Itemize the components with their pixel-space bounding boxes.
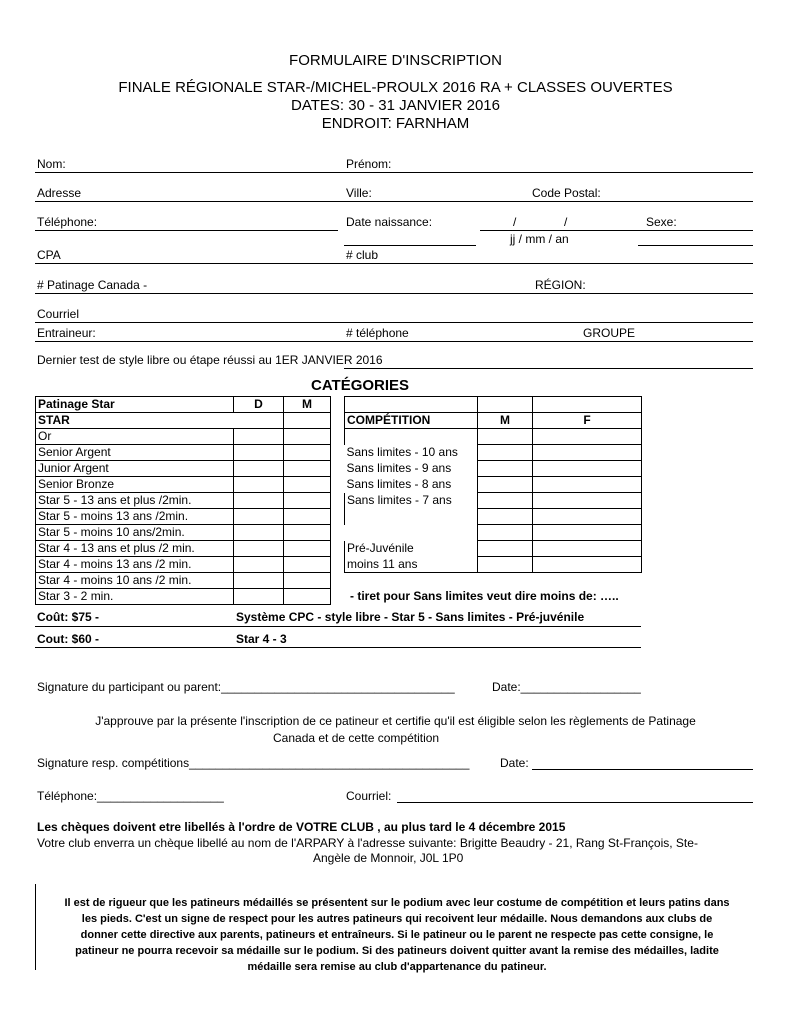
date-naissance-extra-line <box>344 245 476 246</box>
d-checkbox-cell[interactable] <box>234 429 284 445</box>
dernier-test-field[interactable] <box>344 368 753 369</box>
star-category-label: Senior Bronze <box>36 477 234 493</box>
m-checkbox-cell[interactable] <box>284 557 331 573</box>
col-m: M <box>284 397 331 413</box>
comp-row <box>345 429 642 445</box>
comp-category-label <box>345 525 478 541</box>
cheques-address-2: Angèle de Monnoir, J0L 1P0 <box>313 851 464 865</box>
star-category-label: Junior Argent <box>36 461 234 477</box>
comp-row <box>345 541 642 557</box>
date-field-2[interactable] <box>532 769 753 770</box>
divider <box>35 626 641 627</box>
m-checkbox-cell[interactable] <box>284 573 331 589</box>
f-checkbox-cell[interactable] <box>533 541 642 557</box>
divider <box>35 647 641 648</box>
f-checkbox-cell[interactable] <box>533 557 642 573</box>
star-row <box>36 573 331 589</box>
star-row <box>36 493 331 509</box>
date-field-1[interactable]: Date:__________________ <box>492 680 641 694</box>
col-m: M <box>478 413 533 429</box>
resp-signature[interactable]: Signature resp. compétitions__________________________________________ <box>37 756 470 770</box>
telephone-label: Téléphone: <box>37 215 98 229</box>
checkbox-cell[interactable] <box>284 413 331 429</box>
patinage-canada-field[interactable] <box>35 293 753 294</box>
star-category-label: Star 5 - moins 13 ans /2min. <box>36 509 234 525</box>
f-checkbox-cell[interactable] <box>533 445 642 461</box>
m-checkbox-cell[interactable] <box>478 493 533 509</box>
entraineur-label: Entraineur: <box>37 326 96 340</box>
d-checkbox-cell[interactable] <box>234 509 284 525</box>
d-checkbox-cell[interactable] <box>234 541 284 557</box>
m-checkbox-cell[interactable] <box>284 429 331 445</box>
comp-row <box>345 445 642 461</box>
star-section: STAR <box>36 413 284 429</box>
courriel-label: Courriel <box>37 307 80 321</box>
star-row <box>36 541 331 557</box>
cost-75-label: Coût: $75 - <box>37 610 100 624</box>
comp-row <box>345 509 642 525</box>
event-location: ENDROIT: FARNHAM <box>321 115 470 132</box>
d-checkbox-cell[interactable] <box>234 461 284 477</box>
f-checkbox-cell[interactable] <box>533 429 642 445</box>
comp-category-label: Sans limites - 8 ans <box>346 477 452 491</box>
courriel-field[interactable] <box>35 322 753 323</box>
d-checkbox-cell[interactable] <box>234 589 284 605</box>
d-checkbox-cell[interactable] <box>234 477 284 493</box>
m-checkbox-cell[interactable] <box>284 477 331 493</box>
star-row <box>36 557 331 573</box>
event-title: FINALE RÉGIONALE STAR-/MICHEL-PROULX 2016 RA + CLASSES OUVERTES <box>118 79 673 96</box>
star-row <box>36 509 331 525</box>
d-checkbox-cell[interactable] <box>234 445 284 461</box>
telephone-signature[interactable]: Téléphone:___________________ <box>37 789 224 803</box>
adresse-field[interactable] <box>35 201 753 202</box>
date-format-hint: jj / mm / an <box>510 232 569 246</box>
star-row <box>36 461 331 477</box>
blank-cell <box>345 397 478 413</box>
comp-category-label: moins 11 ans <box>345 557 478 573</box>
code-postal-label: Code Postal: <box>532 186 601 200</box>
m-checkbox-cell[interactable] <box>478 557 533 573</box>
m-checkbox-cell[interactable] <box>478 429 533 445</box>
col-d: D <box>234 397 284 413</box>
m-checkbox-cell[interactable] <box>478 509 533 525</box>
comp-row <box>345 461 642 477</box>
cost-60-label: Cout: $60 - <box>37 632 100 646</box>
date-slash: / <box>513 215 517 229</box>
blank-cell <box>478 397 533 413</box>
form-title: FORMULAIRE D'INSCRIPTION <box>289 52 502 69</box>
m-checkbox-cell[interactable] <box>284 493 331 509</box>
star-row <box>36 477 331 493</box>
m-checkbox-cell[interactable] <box>284 525 331 541</box>
cpa-label: CPA <box>37 248 61 262</box>
m-checkbox-cell[interactable] <box>284 541 331 557</box>
d-checkbox-cell[interactable] <box>234 525 284 541</box>
tiret-note: - tiret pour Sans limites veut dire moins de: ….. <box>350 589 619 603</box>
m-checkbox-cell[interactable] <box>284 589 331 605</box>
comp-row <box>345 477 642 493</box>
region-label: RÉGION: <box>535 278 586 292</box>
star-category-label: Star 3 - 2 min. <box>36 589 234 605</box>
cheques-notice: Les chèques doivent etre libellés à l'ordre de VOTRE CLUB , au plus tard le 4 décembre 2015 <box>37 820 566 834</box>
club-label: # club <box>346 248 379 262</box>
star-row <box>36 429 331 445</box>
f-checkbox-cell[interactable] <box>533 525 642 541</box>
date-label-2: Date: <box>500 756 529 770</box>
patinage-canada-label: # Patinage Canada - <box>37 278 148 292</box>
star-table <box>35 396 331 605</box>
date-naissance-label: Date naissance: <box>346 215 433 229</box>
star-category-label: Star 5 - moins 10 ans/2min. <box>36 525 234 541</box>
f-checkbox-cell[interactable] <box>533 477 642 493</box>
courriel-signature-label: Courriel: <box>346 789 392 803</box>
dernier-test-label: Dernier test de style libre ou étape réussi au 1ER JANVIER 2016 <box>37 353 383 367</box>
ville-label: Ville: <box>346 186 372 200</box>
competition-table <box>344 396 642 573</box>
f-checkbox-cell[interactable] <box>533 509 642 525</box>
comp-category-label: Sans limites - 10 ans <box>346 445 458 459</box>
m-checkbox-cell[interactable] <box>284 509 331 525</box>
date-slash: / <box>564 215 568 229</box>
date-naissance-field[interactable] <box>480 230 753 231</box>
approval-text: J'approuve par la présente l'inscription de ce patineur et certifie qu'il est éligible selon les règlements de Patinage <box>95 714 696 728</box>
tel-entraineur-label: # téléphone <box>346 326 409 340</box>
m-checkbox-cell[interactable] <box>478 445 533 461</box>
d-checkbox-cell[interactable] <box>234 493 284 509</box>
comp-category-label <box>345 509 478 525</box>
event-dates: DATES: 30 - 31 JANVIER 2016 <box>291 97 500 114</box>
comp-category-label <box>345 429 478 445</box>
cost-60-desc: Star 4 - 3 <box>236 632 287 646</box>
telephone-field[interactable] <box>35 230 338 231</box>
d-checkbox-cell[interactable] <box>234 557 284 573</box>
m-checkbox-cell[interactable] <box>284 445 331 461</box>
comp-category-label: Sans limites - 9 ans <box>346 461 452 475</box>
m-checkbox-cell[interactable] <box>478 541 533 557</box>
star-category-label: Star 5 - 13 ans et plus /2min. <box>36 493 234 509</box>
d-checkbox-cell[interactable] <box>234 573 284 589</box>
entraineur-field[interactable] <box>35 341 753 342</box>
comp-header: COMPÉTITION <box>345 413 478 429</box>
podium-notice <box>36 895 758 975</box>
star-category-label: Senior Argent <box>36 445 234 461</box>
f-checkbox-cell[interactable] <box>533 461 642 477</box>
categories-title: CATÉGORIES <box>311 377 410 394</box>
notice-line: donner cette directive aux parents, patineurs et entraîneurs. Si le patineur ou le parent ne respecte pas cette consigne, le <box>80 929 714 941</box>
star-row <box>36 445 331 461</box>
star-row <box>36 525 331 541</box>
sexe-label: Sexe: <box>646 215 677 229</box>
star-category-label: Or <box>36 429 234 445</box>
star-header: Patinage Star <box>36 397 234 413</box>
cheques-address: Votre club enverra un chèque libellé au nom de l'ARPARY à l'adresse suivante: Brigitte Beaudry - 21, Rang St-François, Ste- <box>37 836 698 850</box>
notice-line: Il est de rigueur que les patineurs médaillés se présentent sur le podium avec leur costume de compétition et leurs patins dans <box>64 897 730 909</box>
groupe-label: GROUPE <box>583 326 636 340</box>
m-checkbox-cell[interactable] <box>478 461 533 477</box>
col-f: F <box>533 413 642 429</box>
nom-field[interactable] <box>35 172 753 173</box>
notice-line: les pieds. C'est un signe de respect pour les autres patineurs qui recoivent leur médaille. Nous demandons aux clubs de <box>81 913 713 925</box>
star-category-label: Star 4 - moins 13 ans /2 min. <box>36 557 234 573</box>
courriel-signature-field[interactable] <box>397 802 753 803</box>
star-row <box>36 589 331 605</box>
cpa-field[interactable] <box>35 263 753 264</box>
approval-text-2: Canada et de cette compétition <box>273 731 440 745</box>
participant-signature[interactable]: Signature du participant ou parent:___________________________________ <box>37 680 455 694</box>
f-checkbox-cell[interactable] <box>533 493 642 509</box>
star-category-label: Star 4 - 13 ans et plus /2 min. <box>36 541 234 557</box>
notice-line: patineur ne pourra recevoir sa médaille sur le podium. Si des patineurs doivent quitter avant la remise des médailles, ladite <box>75 945 719 957</box>
star-category-label: Star 4 - moins 10 ans /2 min. <box>36 573 234 589</box>
prenom-label: Prénom: <box>346 157 392 171</box>
m-checkbox-cell[interactable] <box>478 477 533 493</box>
blank-cell <box>533 397 642 413</box>
cost-75-desc: Système CPC - style libre - Star 5 - Sans limites - Pré-juvénile <box>236 610 585 624</box>
notice-line: médaille sera remise au club d'appartenance du patineur. <box>247 961 547 973</box>
m-checkbox-cell[interactable] <box>284 461 331 477</box>
adresse-label: Adresse <box>37 186 82 200</box>
comp-category-label: Sans limites - 7 ans <box>345 493 478 509</box>
comp-row <box>345 493 642 509</box>
m-checkbox-cell[interactable] <box>478 525 533 541</box>
comp-category-label: Pré-Juvénile <box>345 541 478 557</box>
nom-label: Nom: <box>37 157 66 171</box>
comp-row <box>345 557 642 573</box>
comp-row <box>345 525 642 541</box>
sexe-field[interactable] <box>638 245 753 246</box>
